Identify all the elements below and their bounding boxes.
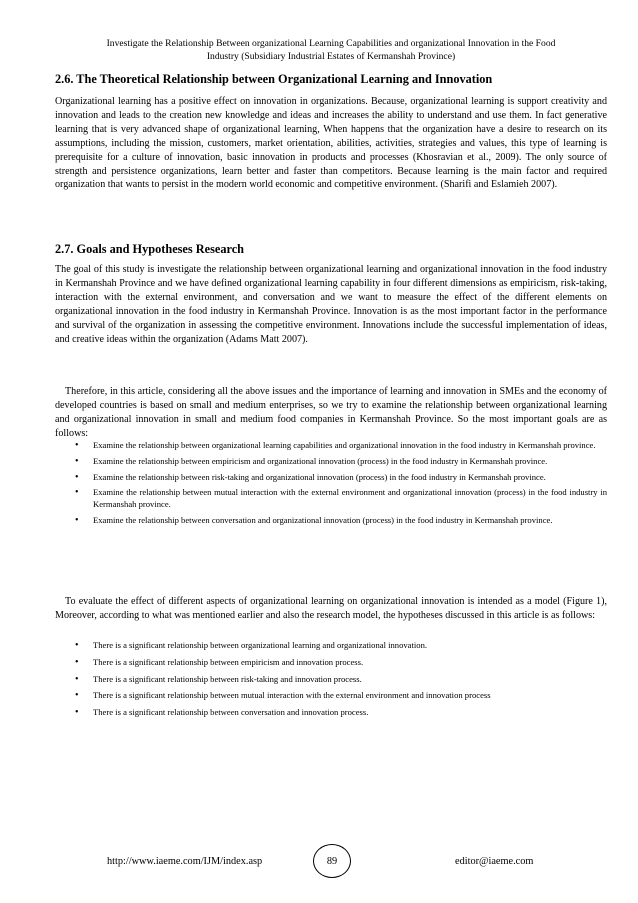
hypothesis-item [55, 690, 607, 702]
goals-list [55, 440, 607, 527]
running-header-line-1: Investigate the Relationship Between organizational Learning Capabilities and organizational Innovation in the Food [106, 38, 556, 49]
goal-item [55, 440, 607, 452]
bullet-icon: • [75, 707, 79, 719]
running-header-line-2: Industry (Subsidiary Industrial Estates of Kermanshah Province) [206, 51, 456, 62]
goal-item [55, 515, 607, 527]
goal-item [55, 487, 607, 511]
bullet-icon: • [75, 440, 79, 451]
hypothesis-item [55, 674, 607, 686]
running-header [55, 37, 607, 63]
hypothesis-item [55, 707, 607, 719]
hypothesis-item [55, 657, 607, 669]
bullet-icon: • [75, 640, 79, 651]
section-2-7-heading: 2.7. Goals and Hypotheses Research [55, 242, 245, 256]
section-2-6-heading: 2.6. The Theoretical Relationship between Organizational Learning and Innovation [55, 72, 493, 86]
goal-item [55, 472, 607, 484]
section-2-7-paragraph-3: To evaluate the effect of different aspects of organizational learning on organizational innovation is intended as a model (Figure 1), Moreover, according to what was mentioned earlier and also the research model, the hypotheses discussed in this article is as follows: [55, 596, 607, 621]
hypothesis-item [55, 640, 607, 652]
goal-text: Examine the relationship between empiricism and organizational innovation (process) in the food industry in Kermanshah province. [93, 455, 548, 466]
bullet-icon: • [75, 690, 79, 702]
bullet-icon: • [75, 471, 79, 483]
goal-text: Examine the relationship between mutual interaction with the external environment and organizational innovation (process) in the food industry in Kermanshah province. [93, 487, 607, 510]
goal-text: Examine the relationship between conversation and organizational innovation (process) in the food industry in Kermanshah province. [93, 514, 553, 525]
footer-url-link[interactable]: http://www.iaeme.com/IJM/index.asp [107, 856, 263, 867]
bullet-icon: • [75, 514, 79, 526]
footer-email-link[interactable]: editor@iaeme.com [455, 856, 534, 867]
hypothesis-text: There is a significant relationship between risk-taking and innovation process. [93, 673, 362, 684]
page-number: 89 [313, 844, 351, 878]
bullet-icon: • [75, 455, 79, 467]
hypothesis-text: There is a significant relationship between mutual interaction with the external environment and innovation process [93, 690, 491, 701]
goal-text: Examine the relationship between risk-taking and organizational innovation (process) in the food industry in Kermanshah province. [93, 471, 546, 482]
hypothesis-text: There is a significant relationship between organizational learning and organizational innovation. [93, 640, 428, 650]
hypothesis-text: There is a significant relationship between conversation and innovation process. [93, 707, 369, 718]
bullet-icon: • [75, 656, 79, 668]
hypotheses-list [55, 640, 607, 719]
bullet-icon: • [75, 673, 79, 685]
goal-text: Examine the relationship between organizational learning capabilities and organizational innovation in the food industry in Kermanshah province. [93, 440, 596, 450]
hypothesis-text: There is a significant relationship between empiricism and innovation process. [93, 656, 364, 667]
bullet-icon: • [75, 487, 79, 499]
goal-item [55, 456, 607, 468]
section-2-7-paragraph-2: Therefore, in this article, considering all the above issues and the importance of learning and innovation in SMEs and the economy of developed countries is based on small and medium enterprises, so we try to examine the relationship between organizational learning and organizational innovation in small and medium food companies in Kermanshah Province. So the most important goals are as follows: [55, 386, 607, 439]
section-2-6-paragraph: Organizational learning has a positive effect on innovation in organizations. Because, organizational learning is support creativity and innovation and leads to the creation new knowledge and ideas and increases the ability to understand and use them. In fact generative learning that is very advanced shape of organizational learning, When happens that the organization have a desire to research on its assumptions, including the mission, customers, market orientation, abilities, activities, strategies and values, this type of learning is prerequisite for a culture of innovation, basic innovation in products and processes (Khosravian et al., 2009). The only source of strength and persistence organizations, learn better and faster than competitors. Because learning is the main factor and required organization that wants to persist in the modern world economic and competitive environment. (Sharifi and Eslamieh 2007). [55, 96, 607, 191]
section-2-7-paragraph-1: The goal of this study is investigate the relationship between organizational learning and organizational innovation in the food industry in Kermanshah Province and we have defined organizational learning capability in four different dimensions as empiricism, risk-taking, interaction with the external environment, and conversation and we want to measure the effect of the different elements on organizational innovation in the food industry in Kermanshah Province. Innovation is as the most important factor in the performance and survival of the organization in assessing the competitive environment. Innovations include the successful implementation of ideas, and creative ideas within the organization (Adams Matt 2007). [55, 264, 607, 345]
